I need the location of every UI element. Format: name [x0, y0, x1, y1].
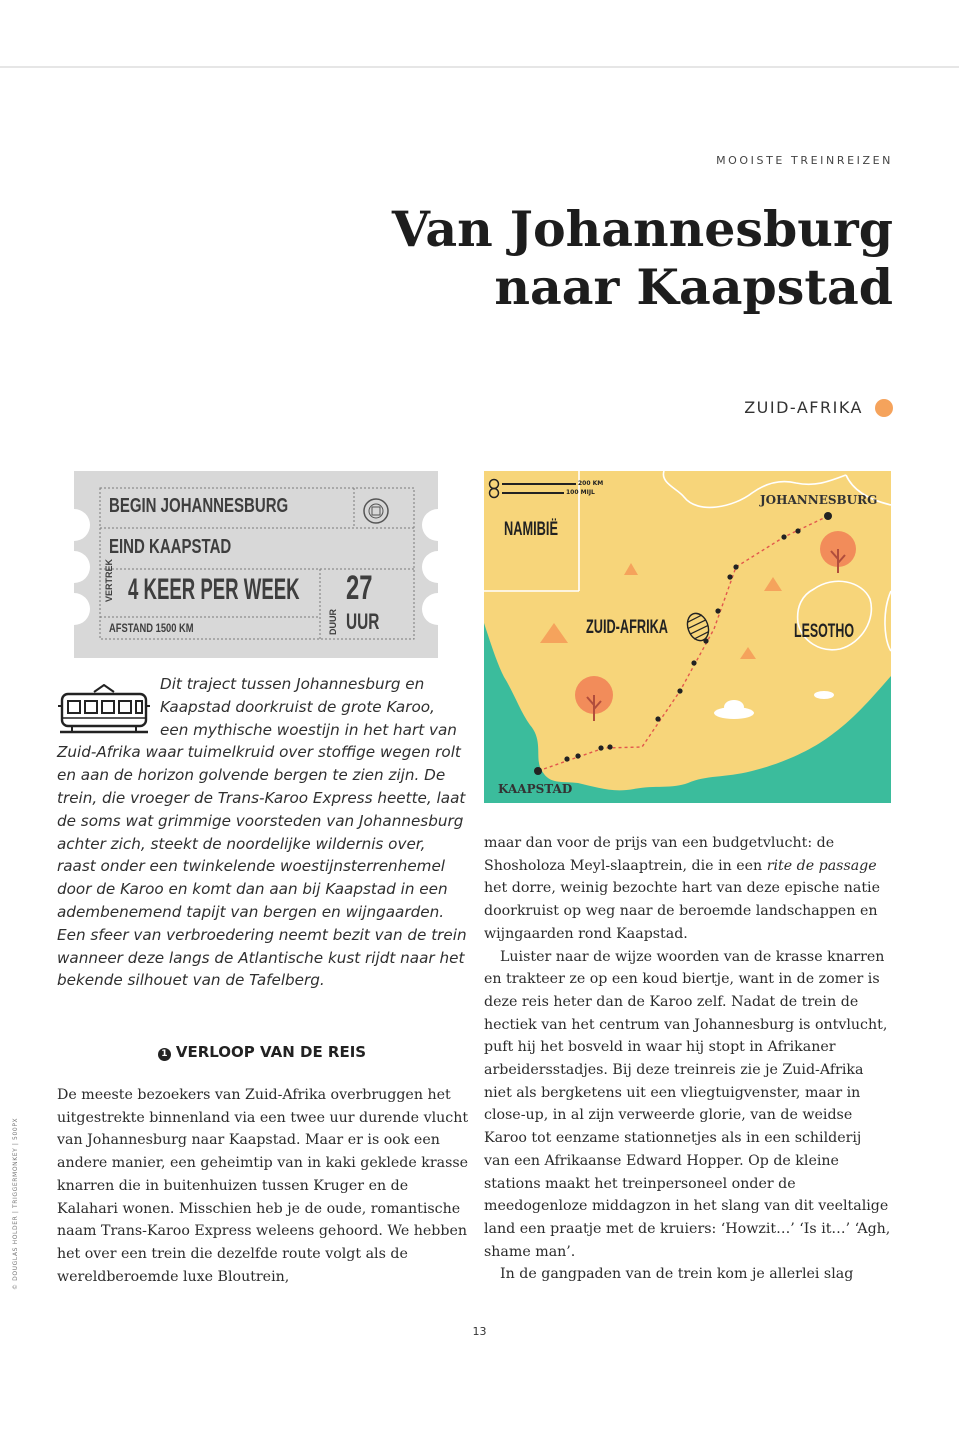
section-kicker: MOOISTE TREINREIZEN	[716, 154, 893, 167]
ticket-begin-label: BEGIN	[109, 495, 157, 517]
map-label-kaapstad: KAAPSTAD	[498, 782, 573, 796]
ticket-distance-label: AFSTAND	[109, 621, 154, 635]
map-label-johannesburg: JOHANNESBURG	[760, 493, 878, 507]
ticket-distance-value: 1500 KM	[155, 621, 194, 635]
map-label-lesotho: LESOTHO	[794, 621, 854, 642]
section-number-badge: 1	[158, 1048, 171, 1061]
column-2-paragraph-3: In de gangpaden van de trein kom je allerlei slag	[500, 1266, 854, 1283]
photo-credit: © DOUGLAS HOLDER | TRIGGERMONKEY | 500PX	[12, 1117, 19, 1290]
section-heading	[57, 1043, 467, 1061]
column-2-paragraph-1: maar dan voor de prijs van een budgetvlucht: de Shosholoza Meyl-slaaptrein, die in een rite de passage het dorre, weinig bezochte hart van deze epische natie doorkruist op weg naar de beroemde landschappen en wijngaarden rond Kaapstad.	[484, 835, 880, 942]
ticket-end-value: KAAPSTAD	[149, 536, 232, 558]
column-1-paragraph: De meeste bezoekers van Zuid-Afrika overbruggen het uitgestrekte binnenland via een twee uur durende vlucht van Johannesburg naar Kaapstad. Maar er is ook een andere manier, een geheimtip van in kaki geklede krasse knarren die in buitenhuizen tussen Kruger en de Kalahari wonen. Misschien heb je de oude, romantische naam Trans-Karoo Express weleens gehoord. We hebben het over een trein die dezelfde route volgt als de wereldberoemde luxe Bloutrein,	[57, 1087, 469, 1285]
country-tag	[744, 398, 893, 417]
column-2-paragraph-2: Luister naar de wijze woorden van de krasse knarren en trakteer ze op een koud biertje, want in de zomer is deze reis heter dan de Karoo zelf. Nadat de trein de hectiek van het centrum van Johannesburg is ontvlucht, puft hij het bosveld in waar hij stopt in Afrikaner arbeidersstadjes. Bij deze treinreis zie je Zuid-Afrika niet als bergketens uit een vliegtuigvenster, maar in close-up, in al zijn verweerde glorie, van de weidse Karoo tot eenzame stationnetjes als in een schilderij van een Afrikaanse Edward Hopper. Op de kleine stations maakt het treinpersoneel onder de meedogenloze middagzon in het slang van dit veeltalige land een praatje met de kruiers: ‘Howzit…’ ‘Is it…’ ‘Agh, shame man’.	[484, 948, 891, 1260]
ticket-end-label: EIND	[109, 536, 145, 558]
top-rule	[0, 66, 959, 68]
ticket-duration-value: 27	[346, 569, 373, 607]
ticket-duration-unit: UUR	[346, 609, 380, 634]
ticket-begin-value: JOHANNESBURG	[160, 495, 289, 517]
title-line-2: naar Kaapstad	[494, 258, 893, 316]
scale-mi-label: 100 MIJL	[566, 489, 595, 496]
ticket-duration-label: DUUR	[328, 609, 338, 635]
lead-text: Dit traject tussen Johannesburg en Kaapstad doorkruist de grote Karoo, een mythische woestijn in het hart van Zuid-Afrika waar tuimelkruid over stoffige wegen rolt en aan de horizon golvende bergen te zien zijn. De trein, die vroeger de Trans-Karoo Express heette, laat de soms wat grimmige voorsteden van Johannesburg achter zich, steekt de noordelijke wildernis over, raast onder een twinkelende woestijnsterrenhemel door de Karoo en komt dan aan bij Kaapstad in een adembenemend tapijt van bergen en wijngaarden. Een sfeer van verbroedering neemt bezit van de trein wanneer deze langs de Atlantische kust rijdt naar het bekende silhouet van de Tafelberg.	[57, 675, 467, 990]
lead-paragraph	[57, 673, 467, 992]
ticket-departure-label: VERTREK	[104, 558, 114, 602]
column-2-text	[484, 832, 891, 1286]
country-label: ZUID-AFRIKA	[744, 398, 863, 417]
route-map	[484, 471, 891, 803]
title-line-1: Van Johannesburg	[391, 200, 893, 258]
map-label-zuid-afrika: ZUID-AFRIKA	[586, 617, 669, 638]
page-number: 13	[472, 1325, 487, 1338]
ticket-infobox	[56, 471, 456, 658]
italic-phrase: rite de passage	[766, 857, 877, 874]
map-label-namibie: NAMIBIË	[504, 519, 558, 540]
ticket-departure-value: 4 KEER PER WEEK	[128, 573, 300, 606]
country-dot-icon	[875, 399, 893, 417]
page-title	[293, 200, 893, 316]
scale-km-label: 200 KM	[578, 480, 604, 487]
section-heading-text: VERLOOP VAN DE REIS	[175, 1043, 367, 1061]
